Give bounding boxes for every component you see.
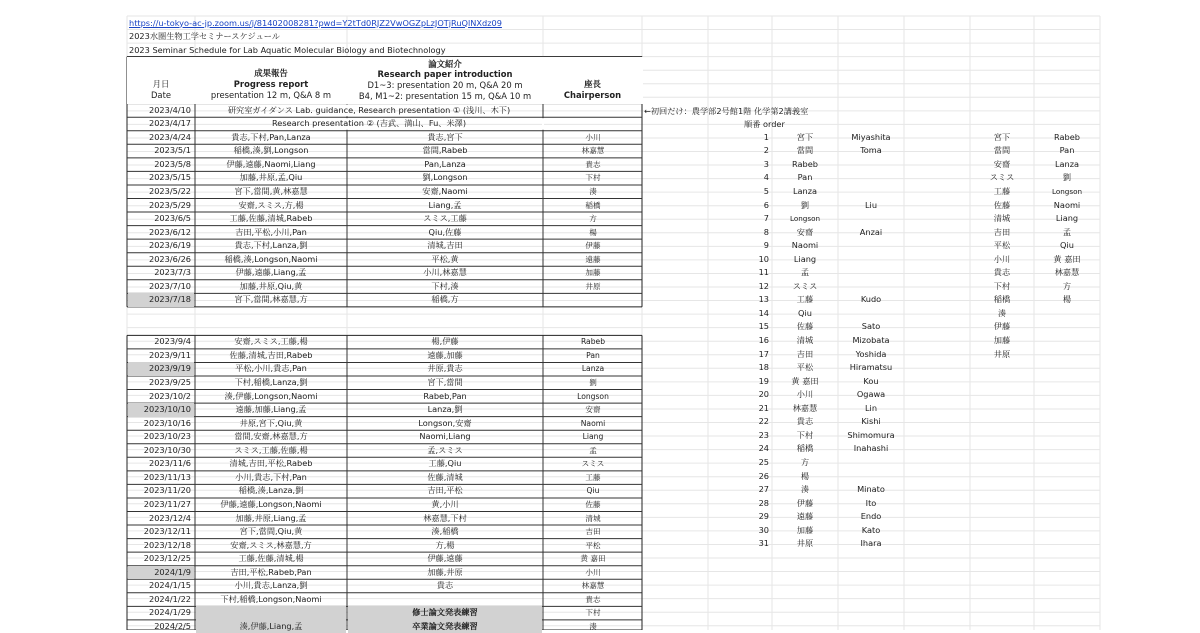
- roster-a-name: 加藤: [993, 335, 1011, 345]
- rows_a-chair: 遠藤: [585, 254, 601, 264]
- rows_b-progress: 下村,稲橋,Longson,Naomi: [220, 593, 322, 604]
- rows_b-chair: 清城: [585, 513, 601, 523]
- rows_a-date: 2023/5/22: [149, 185, 191, 196]
- order-name-ja: スミス: [792, 280, 818, 291]
- order-name-ja: 孟: [800, 267, 810, 278]
- title-ja: 2023水圏生物工学セミナースケジュール: [129, 31, 280, 42]
- rows_a-date: 2023/7/10: [149, 280, 191, 291]
- roster-a-name: 吉田: [993, 226, 1011, 237]
- order-header: 順番 order: [744, 119, 785, 130]
- rows_b-date: 2023/11/20: [143, 485, 191, 496]
- order-number: 22: [758, 416, 769, 427]
- rows_a-paper: 平松,黄: [431, 253, 459, 264]
- rows_b-chair: 孟: [589, 445, 597, 455]
- rows_b-date: 2023/10/10: [143, 404, 191, 415]
- rows_b-progress: 小川,貴志,Lanza,劉: [234, 580, 308, 591]
- rows_b-progress: 平松,小川,貴志,Pan: [235, 363, 307, 374]
- rows_a-date: 2023/4/17: [149, 118, 191, 129]
- order-name-ja: 吉田: [796, 348, 814, 359]
- rows_b-date: 2023/12/18: [143, 539, 191, 550]
- rows_b-chair: Pan: [586, 350, 600, 360]
- rows_a-date: 2023/4/10: [149, 104, 191, 115]
- order-name-en: Kishi: [861, 416, 881, 427]
- rows_a-paper: スミス,工藤: [423, 213, 467, 224]
- order-name-ja: 工藤: [796, 294, 814, 305]
- order-name-ja: 井原: [796, 538, 814, 549]
- rows_b-paper: 遠藤,加藤: [427, 349, 463, 360]
- rows_b-date: 2023/10/23: [143, 431, 191, 442]
- order-number: 4: [763, 172, 769, 183]
- rows_b-progress: スミス,工藤,佐藤,楊: [234, 444, 308, 455]
- rows_b-date: 2024/2/5: [154, 620, 191, 631]
- order-name-en: Shimomura: [847, 429, 895, 440]
- rows_b-chair: 湊: [589, 621, 597, 631]
- roster-b-name: 楊: [1062, 294, 1072, 305]
- rows_b-date: 2023/9/19: [149, 363, 191, 374]
- roster-b-name: Liang: [1055, 213, 1079, 224]
- rows_b-paper: 修士論文発表練習: [412, 607, 478, 618]
- rows_b-date: 2024/1/22: [149, 593, 191, 604]
- rows_a-progress: 工藤,佐藤,清城,Rabeb: [229, 213, 313, 224]
- rows_a-paper: 貴志,宮下: [427, 131, 463, 142]
- order-number: 23: [758, 429, 769, 440]
- rows_b-paper: 孟,スミス: [427, 444, 463, 455]
- order-name-en: Ogawa: [856, 389, 886, 400]
- rows_b-paper: Rabeb,Pan: [423, 390, 467, 401]
- rows_b-paper: 貴志: [436, 580, 454, 591]
- rows_b-progress: 湊,伊藤,Liang,孟: [239, 620, 303, 631]
- order-name-en: Sato: [861, 321, 881, 332]
- rows_a-progress: 稲橋,湊,Longson,Naomi: [224, 253, 318, 264]
- order-name-en: Mizobata: [852, 335, 890, 345]
- order-number: 10: [758, 253, 769, 264]
- rows_b-paper: 湊,稲橋: [431, 526, 459, 537]
- rows_b-paper: Lanza,劉: [427, 404, 463, 415]
- order-number: 15: [758, 321, 769, 332]
- rows_b-date: 2023/9/25: [149, 377, 191, 387]
- rows_b-chair: 小川: [585, 567, 601, 577]
- order-number: 27: [758, 484, 769, 495]
- chair-header-en: Chairperson: [563, 89, 622, 100]
- paper-header-ja: 論文紹介: [428, 58, 462, 69]
- roster-a-name: 下村: [993, 280, 1011, 291]
- order-name-ja: Pan: [797, 172, 813, 183]
- order-number: 30: [758, 524, 769, 535]
- progress-header-ja: 成果報告: [254, 67, 288, 78]
- rows_b-chair: 佐藤: [585, 499, 601, 509]
- zoom-link[interactable]: https://u-tokyo-ac-jp.zoom.us/j/81402008281?pwd=Y2tTd0RJZ2VwOGZpLzJOTjRuQlNXdz09: [129, 17, 502, 28]
- order-name-en: Kudo: [860, 294, 882, 305]
- rows_b-date: 2024/1/9: [154, 566, 191, 577]
- roster-a-name: 湊: [997, 307, 1007, 318]
- roster-b-name: Naomi: [1053, 199, 1081, 210]
- roster-b-name: Lanza: [1054, 158, 1080, 169]
- progress-header-note: presentation 12 m, Q&A 8 m: [210, 89, 332, 100]
- order-name-en: Liu: [864, 199, 878, 210]
- order-number: 7: [763, 213, 769, 224]
- rows_b-date: 2023/12/11: [143, 526, 191, 537]
- order-name-en: Lin: [864, 402, 878, 413]
- rows_a-paper: 稲橋,方: [431, 294, 459, 305]
- order-name-en: Ihara: [860, 538, 882, 549]
- rows_b-chair: Liang: [582, 432, 604, 442]
- roster-a-name: 伊藤: [993, 321, 1011, 332]
- order-name-ja: 下村: [796, 429, 814, 440]
- rows_b-paper: 伊藤,遠藤: [427, 553, 463, 564]
- roster-b-name: 黄 嘉田: [1053, 253, 1081, 264]
- rows_a-progress: 貴志,下村,Lanza,劉: [234, 240, 308, 251]
- order-name-ja: 當間: [796, 145, 814, 156]
- order-name-en: Minato: [857, 484, 885, 495]
- order-name-ja: 方: [800, 456, 810, 467]
- order-name-ja: 小川: [796, 389, 814, 400]
- rows_a-progress: 宮下,當間,林嘉慧,方: [234, 294, 308, 305]
- order-number: 13: [758, 294, 769, 305]
- rows_b-date: 2024/1/29: [149, 607, 191, 618]
- rows_b-progress-grey: [196, 606, 346, 620]
- rows_b-paper: 楊,伊藤: [431, 336, 459, 347]
- order-name-ja: 安齋: [796, 226, 814, 237]
- rows_a-paper: Liang,孟: [428, 199, 462, 210]
- order-name-ja: Longson: [789, 214, 821, 224]
- rows_b-progress: 遠藤,加藤,Liang,孟: [235, 404, 307, 415]
- rows_b-date: 2023/9/11: [149, 349, 191, 360]
- rows_a-chair: 林嘉慧: [581, 146, 605, 156]
- rows_a-span: Research presentation ② (吉武、満山、Fu、米澤): [271, 118, 467, 129]
- rows_b-progress: 下村,稲橋,Lanza,劉: [234, 377, 308, 387]
- roster-b-name: 劉: [1062, 172, 1072, 183]
- order-name-ja: 加藤: [796, 524, 814, 535]
- order-name-ja: Liang: [793, 253, 817, 264]
- rows_b-date: 2023/10/30: [143, 444, 191, 455]
- rows_a-chair: 方: [589, 214, 597, 224]
- rows_b-chair: 下村: [585, 608, 601, 618]
- order-name-en: Ito: [865, 497, 877, 508]
- order-number: 26: [758, 470, 769, 481]
- order-number: 8: [763, 226, 769, 237]
- rows_b-chair: 安齋: [585, 405, 601, 415]
- rows_b-chair: 黄 嘉田: [580, 554, 606, 564]
- rows_b-date: 2023/9/4: [154, 336, 191, 347]
- rows_a-paper: 小川,林嘉慧: [423, 267, 467, 278]
- rows_a-paper: 劉,Longson: [422, 172, 468, 183]
- rows_a-progress: 安齋,スミス,方,楊: [238, 199, 304, 210]
- roster-a-name: 安齋: [993, 158, 1011, 169]
- rows_b-chair: スミス: [581, 459, 605, 469]
- rows_b-chair: 林嘉慧: [581, 581, 605, 591]
- order-name-en: Hiramatsu: [849, 362, 893, 373]
- order-number: 18: [758, 362, 769, 373]
- rows_b-progress: 小川,貴志,下村,Pan: [235, 471, 307, 482]
- roster-a-name: 稲橋: [993, 294, 1011, 305]
- order-number: 25: [758, 456, 769, 467]
- rows_b-chair: 工藤: [585, 472, 601, 482]
- rows_b-paper: 卒業論文発表練習: [412, 620, 478, 631]
- roster-a-name: スミス: [989, 172, 1015, 183]
- order-name-ja: 伊藤: [796, 497, 814, 508]
- rows_b-paper: 宮下,當間: [427, 377, 463, 387]
- rows_a-date: 2023/6/26: [149, 253, 191, 264]
- order-number: 29: [758, 511, 769, 522]
- rows_b-progress: 當間,安齋,林嘉慧,方: [234, 431, 308, 442]
- order-number: 24: [758, 443, 769, 454]
- order-name-ja: 劉: [800, 199, 810, 210]
- rows_a-progress: 加藤,井原,Qiu,黄: [239, 280, 303, 291]
- order-name-en: Anzai: [859, 226, 883, 237]
- paper-header-note1: D1~3: presentation 20 m, Q&A 20 m: [367, 79, 523, 90]
- rows_b-date: 2023/11/27: [143, 498, 191, 509]
- date-header-ja: 月日: [152, 78, 170, 89]
- order-number: 9: [763, 240, 769, 251]
- roster-b-name: Longson: [1051, 186, 1083, 196]
- rows_b-paper: 工藤,Qiu: [428, 458, 462, 469]
- order-number: 1: [763, 131, 769, 142]
- rows_a-chair: 井原: [585, 281, 601, 291]
- order-name-en: Toma: [860, 145, 882, 156]
- rows_a-span: 研究室ガイダンス Lab. guidance, Research presentation ① (浅川、木下): [227, 104, 511, 115]
- rows_b-progress: 工藤,佐藤,清城,楊: [238, 553, 304, 564]
- order-number: 19: [758, 375, 769, 386]
- rows_b-paper: Naomi,Liang: [419, 431, 471, 442]
- rows_a-progress: 稲橋,湊,劉,Longson: [233, 145, 309, 156]
- paper-header-en: Research paper introduction: [377, 68, 513, 79]
- order-name-en: Miyashita: [851, 131, 891, 142]
- rows_a-date: 2023/7/3: [154, 267, 191, 278]
- rows_b-paper: 黄,小川: [431, 498, 459, 509]
- rows_b-progress: 宮下,當間,Qiu,黄: [239, 526, 303, 537]
- order-name-ja: Qiu: [798, 307, 812, 318]
- order-name-ja: 清城: [796, 335, 814, 345]
- order-name-ja: 佐藤: [796, 321, 814, 332]
- rows_a-chair: 楊: [589, 227, 597, 237]
- order-name-en: Yoshida: [855, 348, 887, 359]
- roster-a-name: 井原: [993, 348, 1011, 359]
- rows_b-progress: 吉田,平松,Rabeb,Pan: [230, 566, 312, 577]
- rows_b-chair: 劉: [589, 378, 597, 387]
- rows_b-progress: 井原,宮下,Qiu,黄: [239, 417, 303, 428]
- rows_a-progress: 伊藤,遠藤,Naomi,Liang: [226, 158, 316, 169]
- rows_b-paper: 井原,貴志: [427, 363, 463, 374]
- order-name-ja: 林嘉慧: [792, 402, 818, 413]
- rows_b-chair: Lanza: [581, 364, 605, 374]
- rows_a-date: 2023/7/18: [149, 294, 191, 305]
- order-number: 21: [758, 402, 769, 413]
- rows_a-chair: 湊: [589, 186, 597, 196]
- rows_b-chair: Naomi: [580, 418, 606, 428]
- rows_a-date: 2023/5/1: [154, 145, 191, 156]
- roster-a-name: 小川: [993, 253, 1011, 264]
- rows_b-paper: 方,楊: [435, 539, 455, 550]
- order-number: 11: [758, 267, 769, 278]
- rows_b-date: 2023/10/2: [149, 390, 191, 401]
- order-number: 12: [758, 280, 769, 291]
- rows_a-paper: 當間,Rabeb: [422, 145, 468, 156]
- order-number: 3: [763, 158, 769, 169]
- rows_b-progress: 安齋,スミス,工藤,楊: [234, 336, 308, 347]
- order-number: 17: [758, 348, 769, 359]
- rows_b-chair: Qiu: [586, 486, 600, 496]
- rows_b-date: 2023/11/6: [149, 458, 191, 469]
- rows_a-date: 2023/6/12: [149, 226, 191, 237]
- order-name-ja: 楊: [800, 470, 810, 481]
- rows_b-date: 2023/10/16: [143, 417, 191, 428]
- rows_b-progress: 稲橋,湊,Lanza,劉: [238, 485, 304, 496]
- rows_a-progress: 貴志,下村,Pan,Lanza: [231, 131, 311, 142]
- rows_b-progress: 佐藤,清城,吉田,Rabeb: [229, 349, 313, 360]
- rows_a-date: 2023/5/29: [149, 199, 191, 210]
- rows_a-chair: 貴志: [585, 159, 601, 169]
- rows_b-date: 2023/11/13: [143, 471, 191, 482]
- roster-a-name: 貴志: [993, 267, 1011, 278]
- order-name-ja: 黄 嘉田: [791, 375, 819, 386]
- rows_b-progress: 安齋,スミス,林嘉慧,方: [230, 539, 312, 550]
- rows_b-paper: 林嘉慧,下村: [423, 512, 467, 523]
- rows_b-date: 2023/12/4: [149, 512, 191, 523]
- rows_a-paper: 下村,湊: [431, 280, 459, 291]
- rows_a-date: 2023/6/19: [149, 240, 191, 251]
- order-name-ja: 宮下: [796, 131, 814, 142]
- order-name-en: Kou: [863, 375, 879, 386]
- rows_a-paper: Qiu,佐藤: [428, 226, 462, 237]
- rows_a-chair: 下村: [585, 173, 601, 183]
- order-name-ja: 平松: [796, 362, 814, 373]
- first-session-note: ←初回だけ：農学部2号館1階 化学第2講義室: [644, 105, 809, 116]
- roster-b-name: 林嘉慧: [1054, 267, 1080, 278]
- roster-a-name: 當間: [993, 145, 1011, 156]
- rows_b-progress: 加藤,井原,Liang,孟: [235, 512, 307, 523]
- roster-a-name: 宮下: [993, 131, 1011, 142]
- rows_a-progress: 加藤,井原,孟,Qiu: [239, 172, 303, 183]
- rows_a-progress: 伊藤,遠藤,Liang,孟: [235, 267, 307, 278]
- paper-header-note2: B4, M1~2: presentation 15 m, Q&A 10 m: [358, 90, 532, 101]
- roster-b-name: Qiu: [1060, 240, 1074, 251]
- roster-b-name: Pan: [1059, 145, 1075, 156]
- order-number: 31: [758, 538, 769, 549]
- roster-b-name: 方: [1062, 280, 1072, 291]
- rows_b-paper: 吉田,平松: [427, 485, 463, 496]
- roster-a-name: 工藤: [993, 185, 1011, 196]
- rows_a-paper: Pan,Lanza: [424, 158, 466, 169]
- roster-b-name: Rabeb: [1054, 131, 1080, 142]
- rows_a-date: 2023/5/8: [154, 158, 191, 169]
- roster-a-name: 佐藤: [993, 199, 1011, 210]
- rows_b-chair: 貴志: [585, 594, 601, 604]
- rows_a-chair: 稲橋: [585, 200, 601, 210]
- rows_a-paper: 安齋,Naomi: [422, 185, 468, 196]
- rows_b-paper: 加藤,井原: [427, 566, 463, 577]
- rows_b-chair: Rabeb: [580, 337, 606, 347]
- title-en: 2023 Seminar Schedule for Lab Aquatic Molecular Biology and Biotechnology: [129, 44, 446, 55]
- rows_b-progress: 伊藤,遠藤,Longson,Naomi: [220, 498, 322, 509]
- rows_b-chair: Longson: [577, 391, 609, 401]
- order-number: 2: [763, 145, 769, 156]
- rows_a-paper: 清城,吉田: [427, 240, 463, 251]
- rows_b-progress: 湊,伊藤,Longson,Naomi: [224, 390, 318, 401]
- rows_a-date: 2023/6/5: [154, 213, 191, 224]
- chair-header-ja: 座長: [584, 78, 601, 89]
- order-number: 6: [763, 199, 769, 210]
- progress-header-en: Progress report: [233, 78, 309, 89]
- rows_b-progress: 清城,吉田,平松,Rabeb: [229, 458, 313, 469]
- order-name-en: Inahashi: [853, 443, 889, 454]
- order-name-ja: 湊: [800, 484, 810, 495]
- rows_b-date: 2023/12/25: [143, 553, 191, 564]
- order-name-ja: 貴志: [796, 416, 814, 427]
- rows_a-date: 2023/5/15: [149, 172, 191, 183]
- order-name-ja: 稲橋: [796, 443, 814, 454]
- order-name-ja: Naomi: [791, 240, 819, 251]
- order-name-en: Endo: [860, 511, 882, 522]
- rows_a-chair: 伊藤: [585, 241, 601, 251]
- roster-a-name: 平松: [993, 240, 1011, 251]
- order-number: 5: [763, 185, 769, 196]
- rows_a-progress: 吉田,平松,小川,Pan: [235, 226, 307, 237]
- order-number: 28: [758, 497, 769, 508]
- rows_b-chair: 吉田: [585, 527, 601, 537]
- order-name-en: Kato: [861, 524, 881, 535]
- rows_a-progress: 宮下,當間,黄,林嘉慧: [234, 185, 308, 196]
- order-number: 14: [758, 307, 769, 318]
- order-number: 16: [758, 335, 769, 345]
- rows_b-date: 2024/1/15: [149, 580, 191, 591]
- roster-b-name: 孟: [1062, 226, 1072, 237]
- roster-a-name: 清城: [993, 213, 1011, 224]
- order-number: 20: [758, 389, 769, 400]
- date-header-en: Date: [150, 89, 172, 100]
- order-name-ja: Rabeb: [792, 158, 818, 169]
- rows_a-date: 2023/4/24: [149, 131, 191, 142]
- rows_b-paper: 佐藤,清城: [427, 471, 463, 482]
- rows_b-chair: 平松: [585, 540, 601, 550]
- rows_a-chair: 加藤: [585, 268, 601, 278]
- order-name-ja: 遠藤: [796, 511, 814, 522]
- rows_b-paper: Longson,安齋: [418, 417, 472, 428]
- rows_a-chair: 小川: [585, 132, 601, 142]
- order-name-ja: Lanza: [792, 185, 818, 196]
